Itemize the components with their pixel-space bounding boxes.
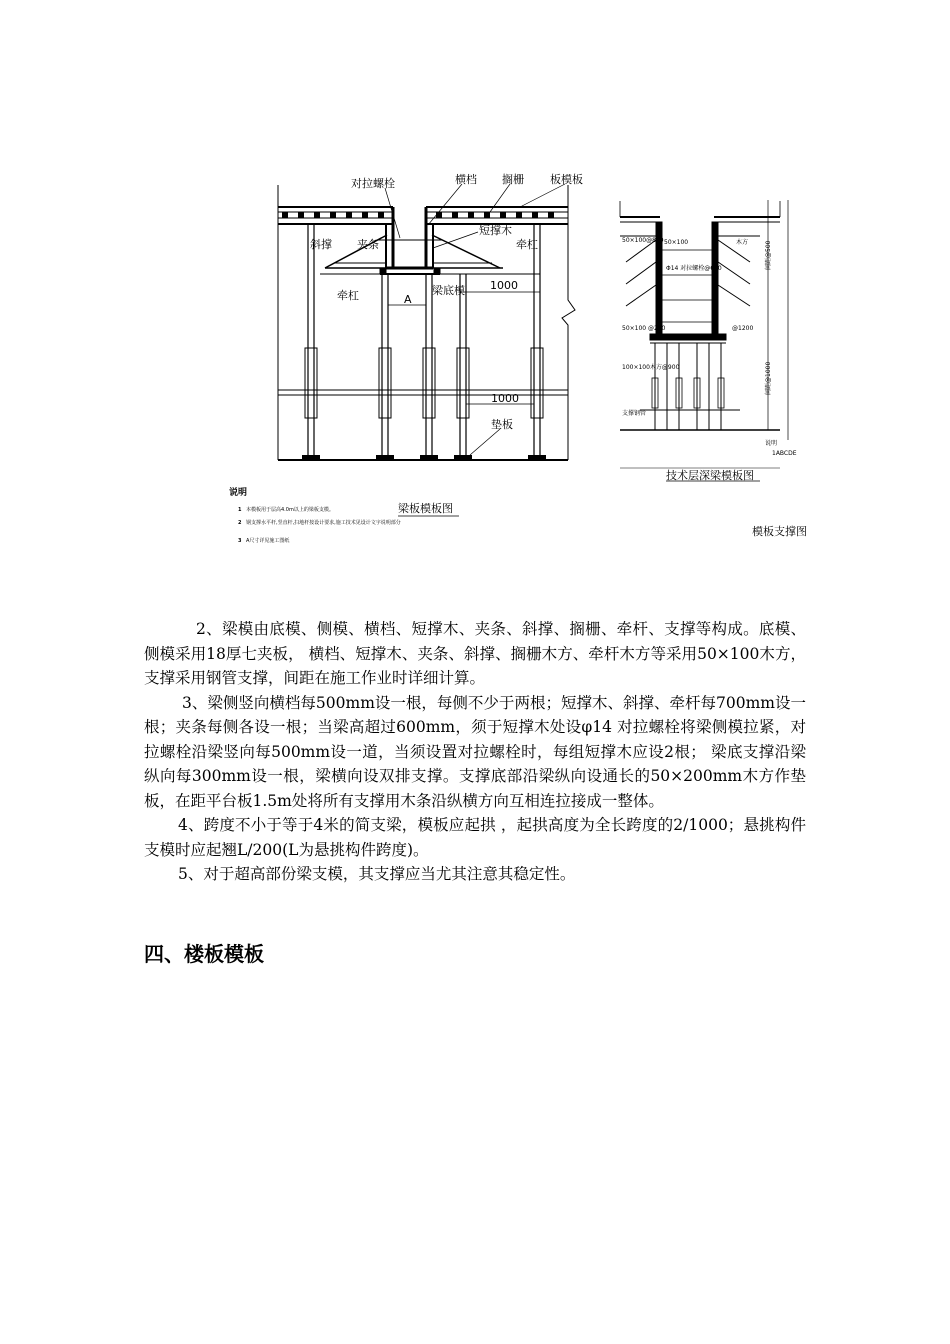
dimension-a: A — [404, 293, 412, 306]
dimension-1000-bottom: 1000 — [491, 392, 519, 405]
rlabel-g: 支撑钢管 — [622, 410, 647, 417]
caption-support: 模板支撑图 — [752, 525, 807, 538]
rlabel-l: 1ABCDE — [772, 450, 797, 457]
note-1-num: 1 — [238, 507, 242, 513]
rlabel-j: 间距@1000 — [765, 361, 772, 395]
rlabel-f: @1200 — [732, 325, 754, 332]
paragraph-4: 4、跨度不小于等于4米的简支梁，模板应起拱 ，起拱高度为全长跨度的2/1000；悬挑构件支模时应起翘L/200(L为悬挑构件跨度)。 — [144, 816, 806, 859]
label-short-brace: 短撑木 — [479, 224, 512, 237]
section-heading: 四、楼板模板 — [144, 942, 264, 966]
formwork-figure — [0, 0, 950, 600]
rlabel-h: 间距@500 — [765, 240, 772, 270]
label-tie-bolt: 对拉螺栓 — [351, 177, 395, 190]
rlabel-k: 说明 — [765, 440, 778, 447]
label-diagonal-brace: 斜撑 — [310, 238, 332, 251]
note-2-text: 钢支撑水平杆,竖直杆,扫地杆按设计要求,施工技术见设计文字说明部分 — [246, 520, 401, 526]
rlabel-d: 50×100 @200 — [622, 325, 666, 332]
rlabel-a: 50×100@800 — [622, 237, 664, 244]
label-joist: 搁栅 — [502, 173, 524, 186]
note-3-num: 3 — [238, 538, 242, 544]
joist-row — [282, 212, 554, 218]
note-3-text: A尺寸详见施工图纸 — [246, 538, 290, 544]
note-2-num: 2 — [238, 520, 242, 526]
dimension-1000-top: 1000 — [490, 279, 518, 292]
rlabel-b: 50×100 — [664, 239, 689, 246]
paragraph-2: 2、梁模由底模、侧模、横档、短撑木、夹条、斜撑、搁栅、牵杆、支撑等构成。底模、侧模采用18厚七夹板， 横档、短撑木、夹条、斜撑、搁栅木方、牵杆木方等采用50×100木方，支撑采用钢管支撑，间距在施工作业时详细计算。 — [144, 620, 806, 687]
label-pad: 垫板 — [491, 418, 513, 431]
beam-slab-formwork-drawing — [278, 184, 575, 460]
label-clamp-strip: 夹条 — [357, 238, 379, 251]
notes-title: 说明 — [229, 488, 248, 498]
caption-deep-beam: 技术层深梁模板图 — [666, 469, 754, 482]
rlabel-e: 100×100木方@900 — [622, 364, 680, 371]
label-ledger-top: 牵杠 — [516, 238, 538, 251]
rlabel-c: Φ14 对拉螺栓@610 — [666, 265, 722, 272]
label-beam-bottom-form: 梁底模 — [432, 284, 465, 297]
paragraph-3: 3、梁侧竖向横档每500mm设一根，每侧不少于两根；短撑木、斜撑、牵杆每700mm设一根；夹条每侧各设一根；当梁高超过600mm，须于短撑木处设φ14 对拉螺栓将梁侧模拉紧，对拉螺栓沿梁竖向每500mm设一道，当须设置对拉螺栓时，每组短撑木应设2根； 梁底支撑沿梁纵向每300mm设一根，梁横向设双排支撑。支撑底部沿梁纵向设通长的50×200mm木方作垫板，在距平台板1.5m处将所有支撑用木条沿纵横方向互相连拉接成一整体。 — [144, 693, 806, 810]
paragraph-5: 5、对于超高部份梁支模，其支撑应当尤其注意其稳定性。 — [178, 865, 576, 883]
label-cross-bar: 横档 — [455, 173, 477, 186]
label-ledger-left: 牵杠 — [337, 289, 359, 302]
note-1-text: 本模板用于层高4.0m以上的梁板支模。 — [246, 507, 334, 513]
rlabel-i: 木方 — [736, 239, 749, 246]
label-slab-form: 板模板 — [550, 173, 583, 186]
body-text — [144, 617, 806, 887]
caption-beam-slab: 梁板模板图 — [398, 502, 453, 515]
